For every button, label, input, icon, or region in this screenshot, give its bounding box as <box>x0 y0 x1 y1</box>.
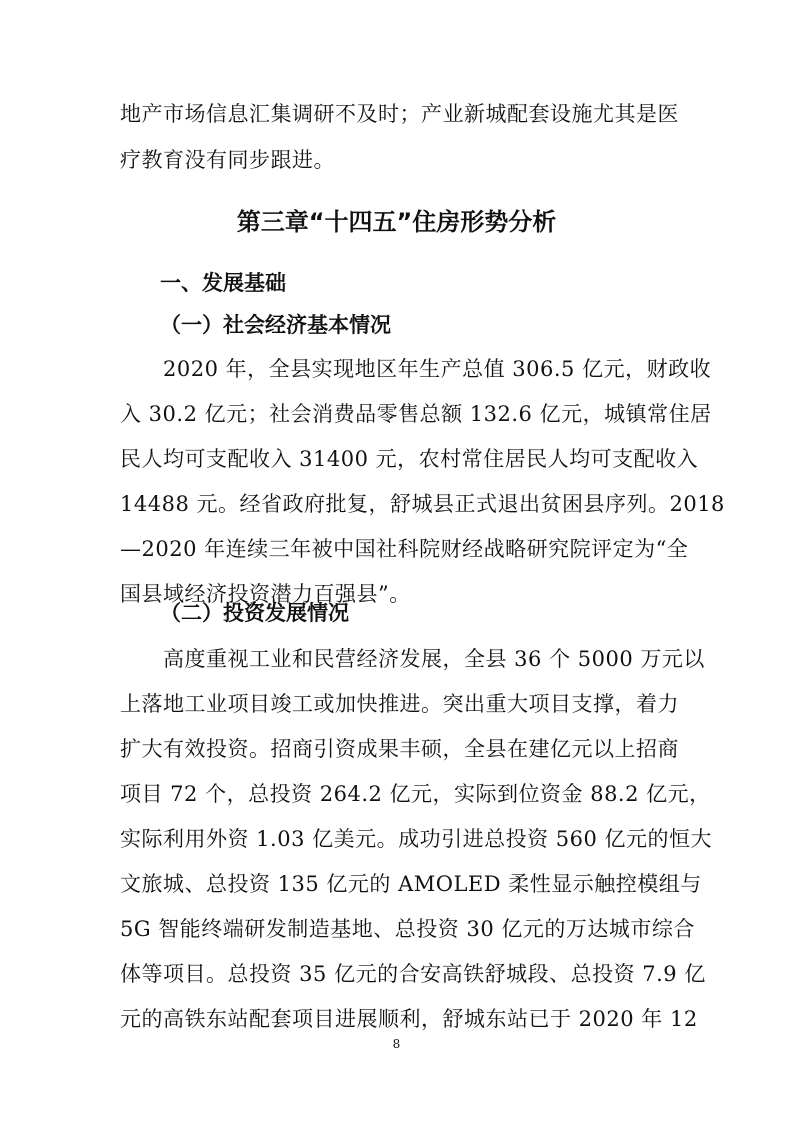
paragraph-line: 实际利用外资 1.03 亿美元。成功引进总投资 560 亿元的恒大 <box>120 827 713 851</box>
paragraph-line: 高度重视工业和民营经济发展，全县 36 个 5000 万元以 <box>120 647 705 671</box>
paragraph-line: 疗教育没有同步跟进。 <box>120 148 335 172</box>
paragraph-line: 上落地工业项目竣工或加快推进。突出重大项目支撑，着力 <box>120 692 679 716</box>
subsection-title: （二）投资发展情况 <box>160 600 349 625</box>
paragraph-line: 项目 72 个，总投资 264.2 亿元，实际到位资金 88.2 亿元， <box>120 782 711 806</box>
paragraph-line: 民人均可支配收入 31400 元，农村常住居民人均可支配收入 <box>120 447 699 471</box>
paragraph-line: 体等项目。总投资 35 亿元的合安高铁舒城段、总投资 7.9 亿 <box>120 962 706 986</box>
paragraph-line: 国县域经济投资潜力百强县”。 <box>120 582 411 606</box>
paragraph-line: 地产市场信息汇集调研不及时；产业新城配套设施尤其是医 <box>120 102 679 126</box>
chapter-title: 第三章“十四五”住房形势分析 <box>236 208 557 236</box>
subsection-title: （一）社会经济基本情况 <box>160 312 391 337</box>
paragraph-line: 文旅城、总投资 135 亿元的 AMOLED 柔性显示触控模组与 <box>120 872 702 896</box>
paragraph-line: —2020 年连续三年被中国社科院财经战略研究院评定为“全 <box>120 537 689 561</box>
paragraph-line: 入 30.2 亿元；社会消费品零售总额 132.6 亿元，城镇常住居 <box>120 402 712 426</box>
paragraph-line: 14488 元。经省政府批复，舒城县正式退出贫困县序列。2018 <box>120 492 725 516</box>
paragraph-line: 元的高铁东站配套项目进展顺利，舒城东站已于 2020 年 12 <box>120 1007 698 1031</box>
paragraph-line: 扩大有效投资。招商引资成果丰硕，全县在建亿元以上招商 <box>120 737 679 761</box>
paragraph-line: 2020 年，全县实现地区年生产总值 306.5 亿元，财政收 <box>120 357 712 381</box>
page-number: 8 <box>392 1037 401 1051</box>
paragraph-line: 5G 智能终端研发制造基地、总投资 30 亿元的万达城市综合 <box>120 917 695 941</box>
section-title: 一、发展基础 <box>160 271 286 295</box>
